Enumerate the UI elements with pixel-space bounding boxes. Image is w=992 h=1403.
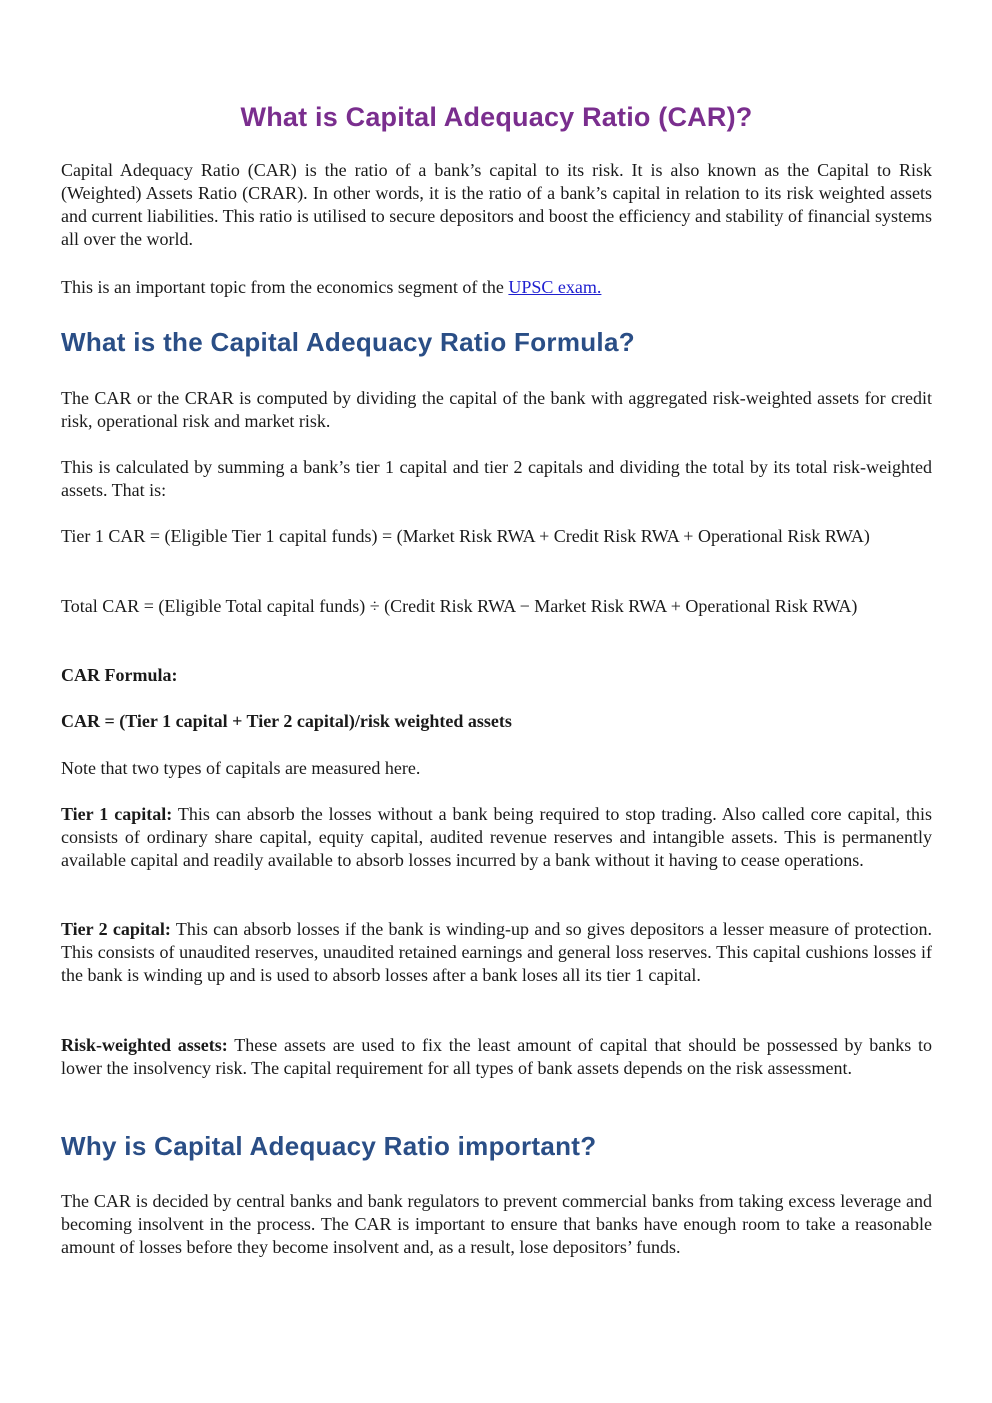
upsc-paragraph <box>61 276 932 299</box>
car-formula-text: CAR = (Tier 1 capital + Tier 2 capital)/risk weighted assets <box>61 711 512 731</box>
car-formula-label-text: CAR Formula: <box>61 665 178 685</box>
tier1-car-formula: Tier 1 CAR = (Eligible Tier 1 capital funds) = (Market Risk RWA + Credit Risk RWA + Operational Risk RWA) <box>61 526 870 546</box>
tier2-label: Tier 2 capital: <box>61 919 171 939</box>
total-car-formula: Total CAR = (Eligible Total capital funds) ÷ (Credit Risk RWA − Market Risk RWA + Operational Risk RWA) <box>61 596 858 616</box>
importance-heading: Why is Capital Adequacy Ratio important? <box>61 1131 597 1161</box>
tier1-label: Tier 1 capital: <box>61 804 173 824</box>
tier1-text: This can absorb the losses without a bank being required to stop trading. Also called core capital, this consists of ordinary share capital, equity capital, audited revenue reserves and intangible assets. This is permanently available capital and readily available to absorb losses incurred by a bank without it having to cease operations. <box>61 804 933 870</box>
note-paragraph: Note that two types of capitals are measured here. <box>61 758 421 778</box>
car-computation-paragraph: The CAR or the CRAR is computed by dividing the capital of the bank with aggregated risk-weighted assets for credit risk, operational risk and market risk. <box>61 388 932 431</box>
tier2-text: This can absorb losses if the bank is winding-up and so gives depositors a lesser measure of protection. This consists of unaudited reserves, unaudited retained earnings and general loss reserves. This capital cushions losses if the bank is winding up and is used to absorb losses after a bank loses all its tier 1 capital. <box>61 919 932 985</box>
car-formula-label <box>61 664 932 687</box>
importance-paragraph: The CAR is decided by central banks and bank regulators to prevent commercial banks from taking excess leverage and becoming insolvent in the process. The CAR is important to ensure that banks have enough room to take a reasonable amount of losses before they become insolvent and, as a result, lose depositors’ funds. <box>61 1191 932 1257</box>
rwa-paragraph <box>61 1034 932 1080</box>
upsc-text: This is an important topic from the economics segment of the <box>61 277 509 297</box>
formula-heading: What is the Capital Adequacy Ratio Formula? <box>61 327 635 357</box>
tier2-paragraph <box>61 918 932 987</box>
tier1-paragraph <box>61 803 932 872</box>
rwa-label: Risk-weighted assets: <box>61 1035 228 1055</box>
tier-summing-paragraph: This is calculated by summing a bank’s tier 1 capital and tier 2 capitals and dividing the total by its total risk-weighted assets. That is: <box>61 457 932 500</box>
rwa-text: These assets are used to fix the least amount of capital that should be possessed by banks to lower the insolvency risk. The capital requirement for all types of bank assets depends on the risk assessment. <box>61 1035 932 1078</box>
upsc-exam-link[interactable]: UPSC exam. <box>508 277 602 297</box>
intro-paragraph: Capital Adequacy Ratio (CAR) is the ratio of a bank’s capital to its risk. It is also known as the Capital to Risk (Weighted) Assets Ratio (CRAR). In other words, it is the ratio of a bank’s capital in relation to its risk weighted assets and current liabilities. This ratio is utilised to secure depositors and boost the efficiency and stability of financial systems all over the world. <box>61 160 932 249</box>
car-formula <box>61 710 932 733</box>
page-title: What is Capital Adequacy Ratio (CAR)? <box>240 102 753 132</box>
